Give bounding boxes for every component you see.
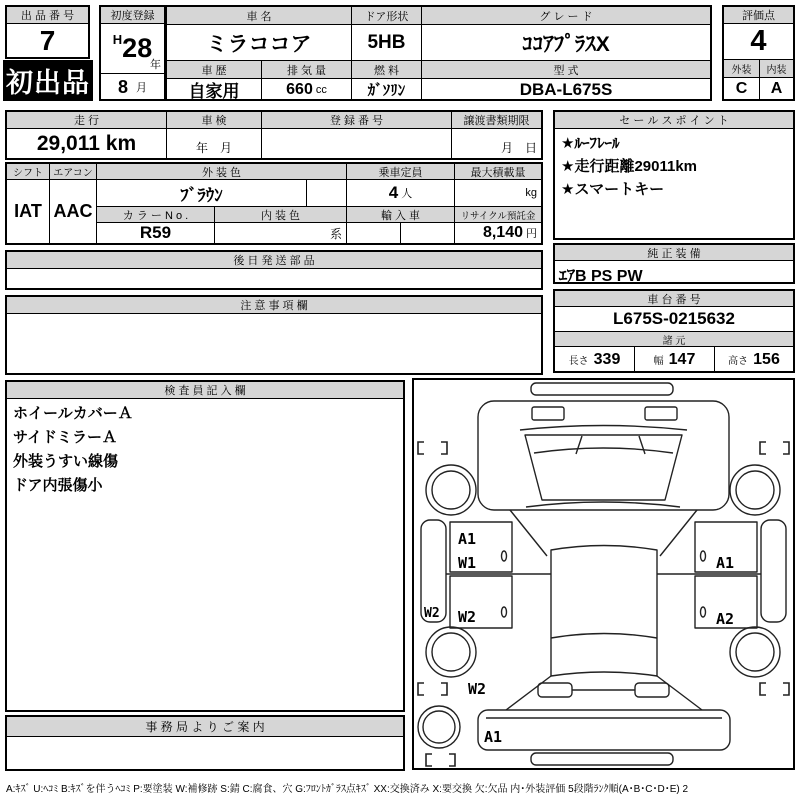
model-code-label: 型 式 <box>422 61 710 78</box>
recycle-fee: 8,140 <box>482 224 523 241</box>
damage-diagram-box <box>412 378 795 770</box>
rear-left-wheel <box>426 627 476 677</box>
width-label: 幅 <box>653 356 664 367</box>
recycle-unit: 円 <box>526 228 537 240</box>
office-notice-title: 事 務 局 よ り ご 案 内 <box>7 717 403 737</box>
recycle-label: リサイクル預託金 <box>455 207 541 222</box>
inspector-note: サイドミラーＡ <box>13 429 117 446</box>
front-left-wheel <box>426 465 476 515</box>
later-parts-box <box>5 250 543 290</box>
inspection-label: 車 検 <box>167 112 262 128</box>
width-value: 147 <box>668 350 696 368</box>
grade-value: ｺｺｱﾌﾟﾗｽX <box>522 32 610 56</box>
damage-mark: W2 <box>424 606 440 621</box>
front-right-wheel-inner <box>736 471 774 509</box>
aircon-column <box>50 164 97 243</box>
transfer-doc-value: 月 日 <box>500 141 537 155</box>
info-value-row-1 <box>167 24 710 61</box>
color-columns <box>97 164 541 243</box>
auction-number-value: 7 <box>39 25 56 56</box>
spare-tire-inner <box>423 711 455 743</box>
oem-equipment-body: ｴｱB PS PW <box>559 268 643 285</box>
info-value-row-2 <box>167 78 710 100</box>
car-name-value: ミラココア <box>167 25 352 60</box>
auction-number-label: 出 品 番 号 <box>7 7 88 24</box>
color-no-value: R59 <box>97 223 215 243</box>
car-name-label: 車 名 <box>167 7 352 24</box>
recycle-value <box>455 223 541 243</box>
interior-grade: A <box>770 80 783 97</box>
damage-mark: A2 <box>716 610 735 628</box>
height-value: 156 <box>753 350 780 368</box>
rear-body <box>478 710 730 750</box>
import-divider <box>400 223 401 243</box>
damage-mark: A1 <box>484 728 503 746</box>
rear-window-top <box>551 634 657 639</box>
front-body <box>478 401 729 510</box>
car-diagram <box>414 380 793 768</box>
length-value: 339 <box>593 350 621 368</box>
rear-taper-lines <box>506 676 702 710</box>
score-box <box>722 5 795 101</box>
sales-points-title: セ ー ル ス ポ イ ン ト <box>555 112 793 129</box>
max-load-label: 最大積載量 <box>455 164 541 179</box>
cautions-box <box>5 295 543 375</box>
history-value: 自家用 <box>167 79 262 100</box>
sales-points-list <box>555 129 793 204</box>
rear-right-wheel <box>730 627 780 677</box>
era-letter: H <box>112 32 123 47</box>
exterior-grade: C <box>724 78 760 100</box>
front-left-wheel-inner <box>432 471 470 509</box>
first-registration-box <box>99 5 166 101</box>
rear-headrest-right <box>635 683 669 697</box>
door-shape-label: ドア形状 <box>352 7 422 24</box>
mileage-header-row <box>7 112 541 128</box>
damage-mark: W2 <box>458 608 477 626</box>
ext-color-label: 外 装 色 <box>97 164 347 179</box>
inspector-note: ドア内張傷小 <box>13 477 103 494</box>
color-value-row-2 <box>97 222 541 243</box>
cabin <box>551 546 657 677</box>
displacement-unit: cc <box>315 83 327 96</box>
oem-equipment-title: 純 正 装 備 <box>555 245 793 261</box>
first-registration-year-cell <box>101 24 164 74</box>
mileage-label: 走 行 <box>7 112 167 128</box>
office-notice-box <box>5 715 405 771</box>
front-taper-lines <box>510 510 697 556</box>
fuel-value: ｶﾞｿﾘﾝ <box>352 79 422 100</box>
rear-left-wheel-inner <box>432 633 470 671</box>
year-unit: 年 <box>150 59 161 71</box>
inspection-value: 年 月 <box>167 129 262 159</box>
later-parts-body <box>7 269 541 271</box>
mileage-value: 29,011 km <box>7 129 167 159</box>
import-label: 輸 入 車 <box>347 207 455 222</box>
capacity-label: 乗車定員 <box>347 164 455 179</box>
first-registration-label: 初度登録 <box>101 7 164 24</box>
windshield-dividers <box>576 436 645 454</box>
left-rear-door-handle <box>502 607 507 617</box>
front-headrest-left <box>532 407 564 420</box>
inspector-notes-title: 検 査 員 記 入 欄 <box>7 382 403 399</box>
capacity-unit: 人 <box>401 188 413 200</box>
width-cell <box>635 347 715 372</box>
front-headrest-right <box>645 407 677 420</box>
aircon-label: エアコン <box>50 164 96 180</box>
windshield <box>525 435 682 500</box>
aircon-value: AAC <box>53 201 93 221</box>
door-shape-value: 5HB <box>352 25 422 60</box>
sales-point-item: ★スマートキー <box>561 181 665 198</box>
length-label: 長さ <box>568 356 589 367</box>
first-registration-month-cell <box>101 74 164 100</box>
legend-text: A:ｷｽﾞ U:ﾍｺﾐ B:ｷｽﾞを伴うﾍｺﾐ P:要塗装 W:補修跡 S:錆 C:腐食、穴 G:ﾌﾛﾝﾄｶﾞﾗｽ点ｷｽﾞ XX:交換済み X:要交換 欠:欠品 内･外装評価 5段階ﾗﾝｸ順(A･B･C･D･E) 2 <box>6 784 689 795</box>
rear-right-wheel-inner <box>736 633 774 671</box>
windshield-arc <box>534 448 673 453</box>
inspector-notes-list <box>7 399 403 501</box>
front-bumper <box>531 383 673 395</box>
height-label: 高さ <box>728 356 749 367</box>
fuel-label: 燃 料 <box>352 61 422 78</box>
sales-points-box <box>553 110 795 240</box>
inspector-notes-box <box>5 380 405 712</box>
rear-bumper <box>531 753 673 765</box>
damage-mark: A1 <box>716 554 735 572</box>
int-color-value: 系 <box>215 223 347 243</box>
capacity-number: 4 <box>388 183 399 202</box>
interior-label: 内装 <box>760 60 793 77</box>
mileage-value-row <box>7 128 541 159</box>
shift-column <box>7 164 50 243</box>
spare-tire <box>418 706 460 748</box>
specs-row <box>555 347 793 372</box>
later-parts-title: 後 日 発 送 部 品 <box>7 252 541 269</box>
specs-title: 諸 元 <box>555 332 793 347</box>
exterior-label: 外装 <box>724 60 760 77</box>
history-label: 車 歴 <box>167 61 262 78</box>
info-header-row-2 <box>167 61 710 78</box>
transfer-doc-label: 譲渡書類期限 <box>452 112 541 128</box>
color-value-row-1 <box>97 179 541 207</box>
color-shift-table <box>5 162 543 245</box>
color-header-row-1 <box>97 164 541 179</box>
chassis-number: L675S-0215632 <box>555 307 793 332</box>
sales-point-item: ★走行距離29011km <box>561 158 698 175</box>
car-outline <box>418 383 786 765</box>
score-label: 評価点 <box>724 7 793 24</box>
right-front-door-handle <box>701 551 706 561</box>
right-rear-door-handle <box>701 607 706 617</box>
capacity-value <box>347 180 455 206</box>
shift-value: IAT <box>14 201 42 221</box>
front-right-wheel <box>730 465 780 515</box>
import-value <box>347 223 455 243</box>
cautions-body <box>7 314 541 320</box>
right-sill <box>761 520 786 622</box>
displacement-label: 排 気 量 <box>262 61 352 78</box>
info-header-row-1 <box>167 7 710 24</box>
ext-int-value-row <box>724 77 793 100</box>
reg-number-label: 登 録 番 号 <box>262 112 452 128</box>
bracket-rear-left <box>418 683 447 695</box>
color-header-row-2 <box>97 207 541 222</box>
damage-mark: W2 <box>468 680 487 698</box>
vehicle-info-table <box>165 5 712 101</box>
length-cell <box>555 347 635 372</box>
office-notice-body <box>7 737 403 743</box>
cowl-line <box>520 426 687 431</box>
bracket-rear-right <box>760 683 789 695</box>
bracket-spare <box>426 754 455 766</box>
chassis-box <box>553 289 795 373</box>
height-cell <box>715 347 793 372</box>
auction-number-box <box>5 5 90 59</box>
chassis-title: 車 台 番 号 <box>555 291 793 307</box>
ext-color-value: ﾌﾞﾗｳﾝ <box>97 180 307 206</box>
bracket-front-left <box>418 442 447 454</box>
sales-point-item: ★ﾙｰﾌﾚｰﾙ <box>561 135 620 152</box>
ext-color-extra-cell <box>307 180 347 206</box>
oem-equipment-box <box>553 243 795 284</box>
month-unit: 月 <box>136 82 147 94</box>
inspector-note: ホイールカバーＡ <box>13 405 133 422</box>
inspector-note: 外装うすい線傷 <box>13 453 119 470</box>
max-load-value: kg <box>525 187 537 199</box>
cautions-title: 注 意 事 項 欄 <box>7 297 541 314</box>
mileage-table <box>5 110 543 160</box>
rear-headrest-left <box>538 683 572 697</box>
model-code-value: DBA-L675S <box>519 79 613 99</box>
damage-mark: A1 <box>458 530 477 548</box>
damage-marks <box>424 530 734 746</box>
score-value: 4 <box>724 24 793 60</box>
ext-int-header-row <box>724 60 793 77</box>
reg-year: 28 <box>122 33 153 63</box>
int-color-label: 内 装 色 <box>215 207 347 222</box>
bracket-front-right <box>760 442 789 454</box>
reg-number-value <box>262 129 452 159</box>
shift-label: シフト <box>7 164 49 180</box>
hood-edge <box>526 502 680 507</box>
left-front-door-handle <box>502 551 507 561</box>
grade-label: グ レ ー ド <box>422 7 710 24</box>
color-no-label: カ ラ ー N o . <box>97 207 215 222</box>
first-listing-badge: 初出品 <box>3 60 93 101</box>
reg-month: 8 <box>117 76 128 97</box>
displacement-number: 660 <box>286 80 313 98</box>
displacement-value <box>262 79 352 100</box>
damage-mark: W1 <box>458 554 477 572</box>
